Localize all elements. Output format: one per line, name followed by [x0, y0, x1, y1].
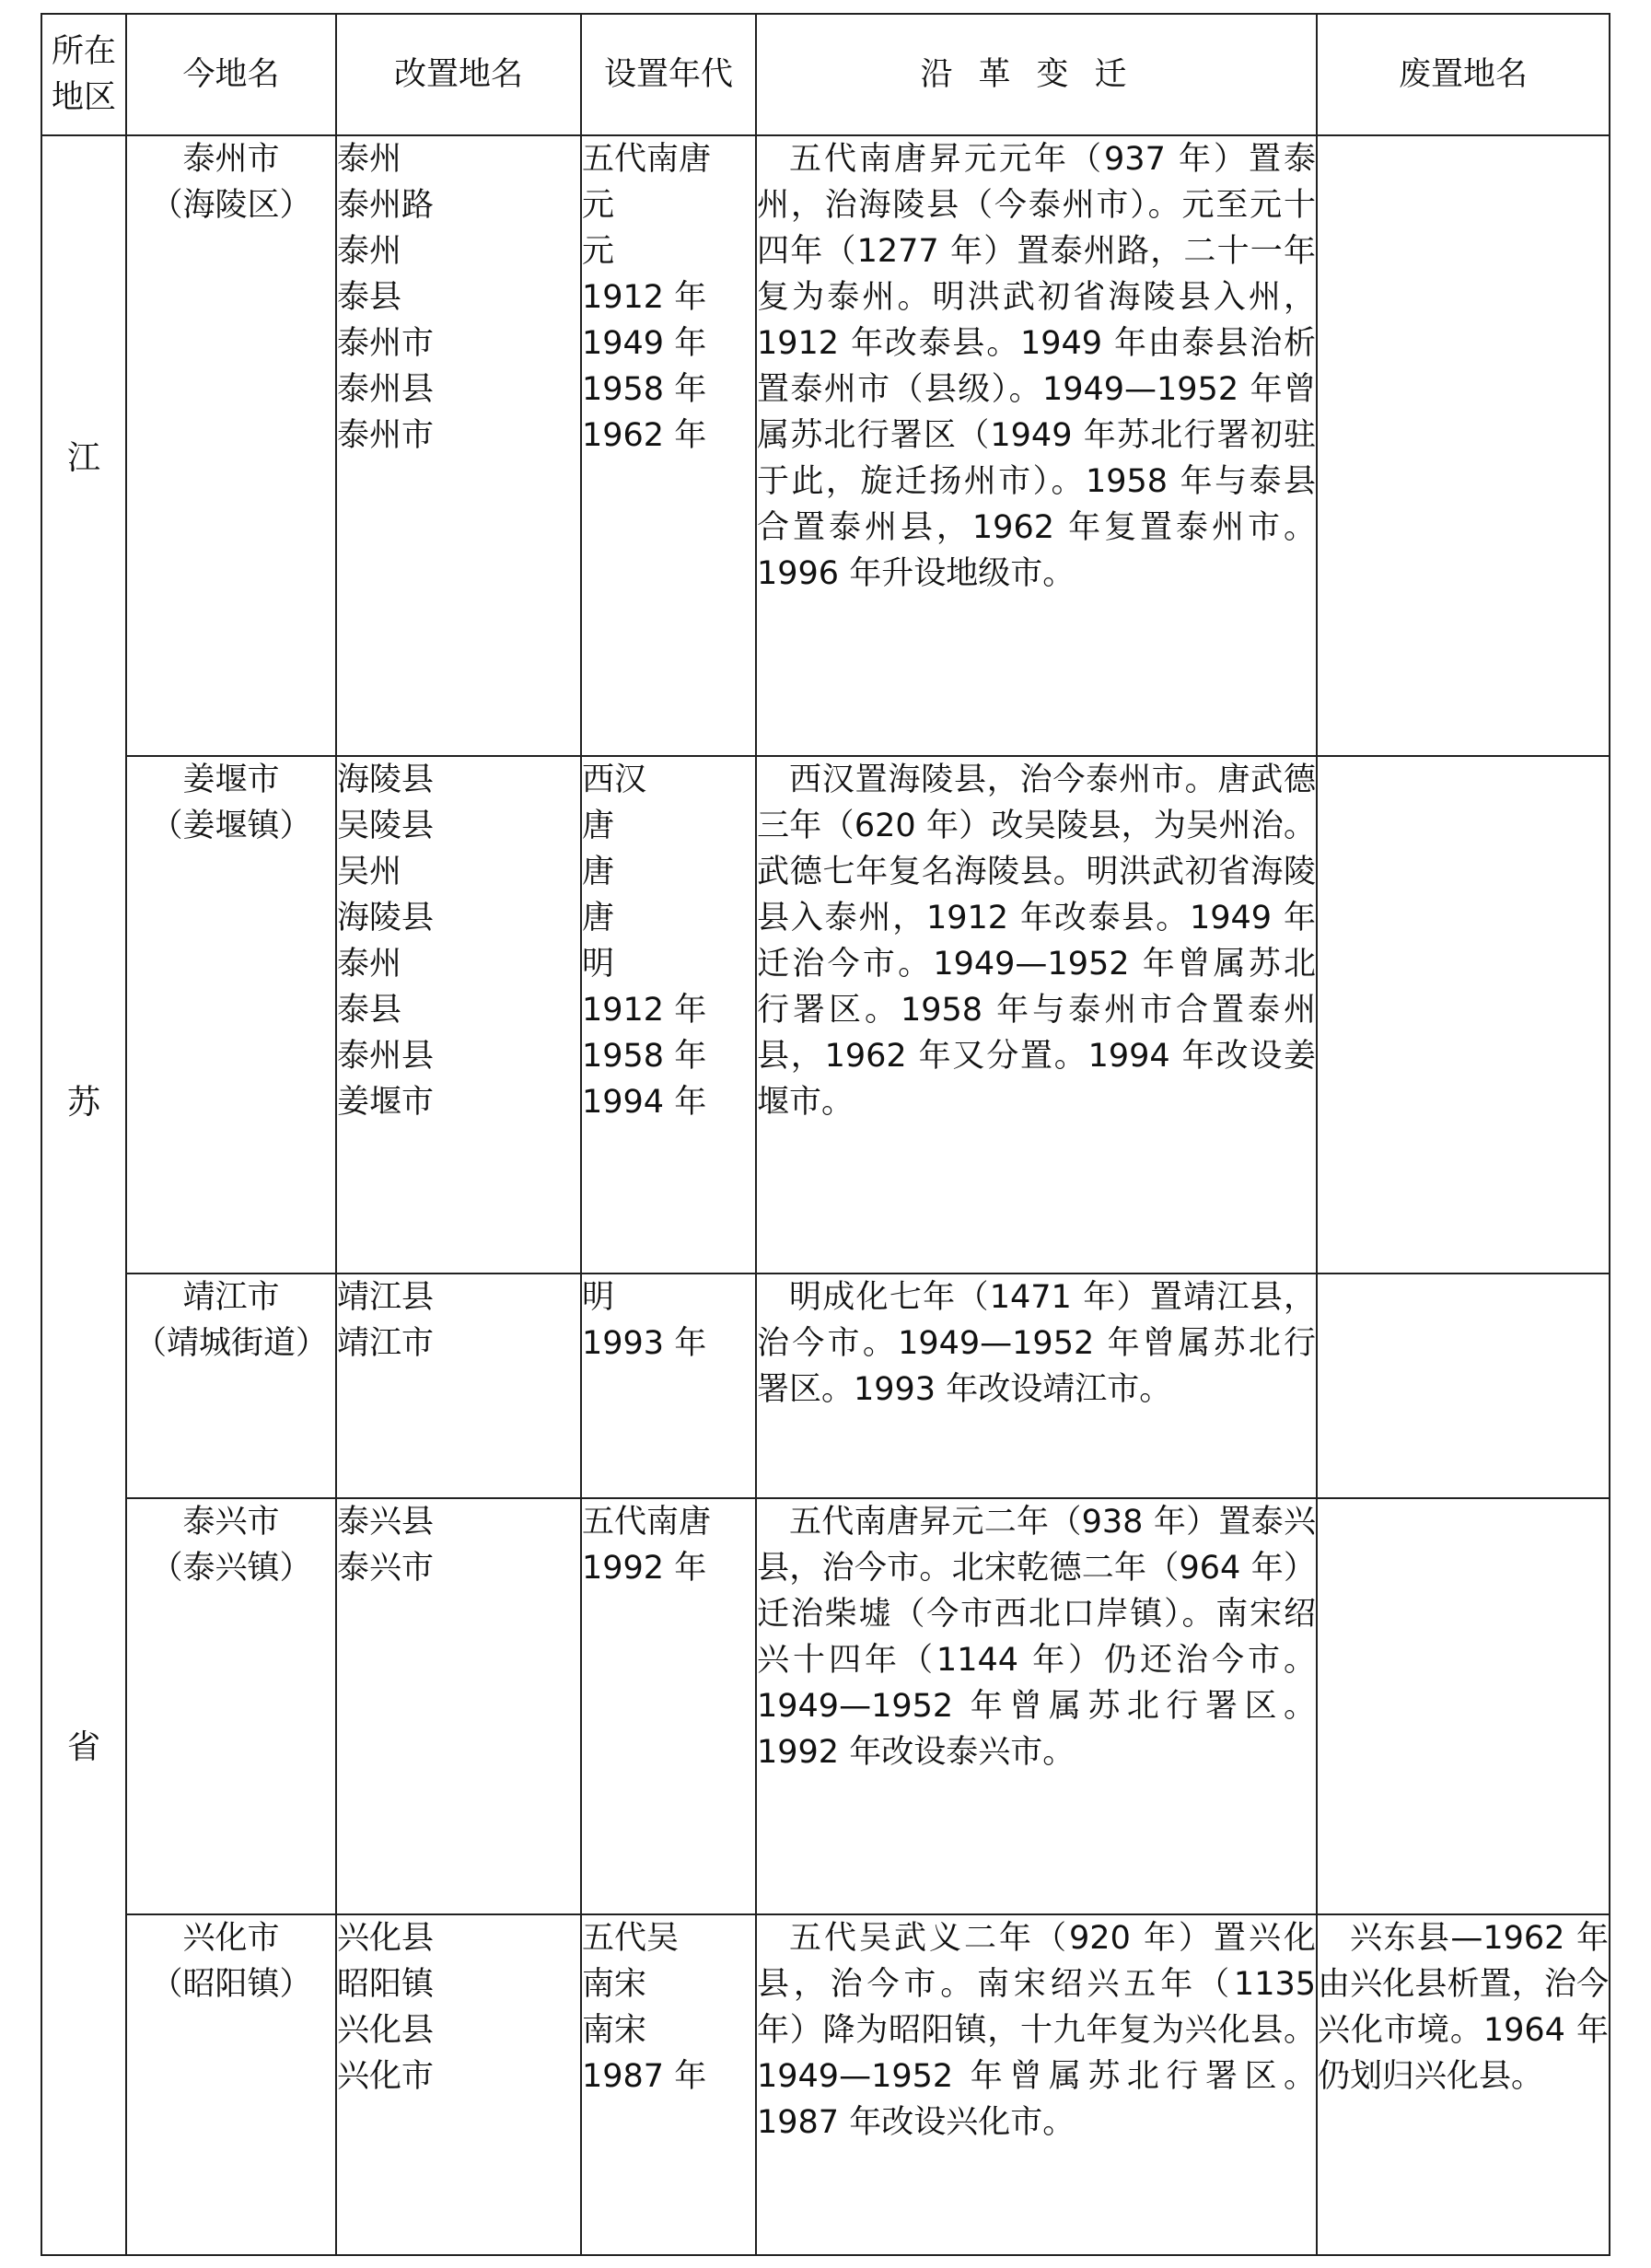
year: 1958 年: [582, 371, 707, 408]
current-name: 兴化市: [182, 1920, 280, 1957]
header-years: 设置年代: [581, 14, 756, 135]
changed-name: 泰州路: [337, 187, 435, 224]
region-cell: [41, 135, 126, 2255]
changed-names-cell: [336, 1274, 581, 1498]
changed-name: 兴化县: [337, 2012, 435, 2049]
table-row: [41, 1274, 1610, 1498]
current-name: 姜堰市: [182, 762, 280, 798]
year: 1949 年: [582, 325, 707, 362]
changed-name: 泰州: [337, 141, 402, 178]
year: 西汉: [582, 762, 647, 798]
header-history: 沿革变迁: [756, 14, 1317, 135]
seat-name: （泰兴镇）: [150, 1550, 312, 1587]
year: 南宋: [582, 1966, 647, 2003]
region-char: 江: [66, 439, 100, 477]
current-name: 泰州市: [182, 141, 280, 178]
year: 1912 年: [582, 279, 707, 316]
table-row: [41, 756, 1610, 1274]
region-label: [42, 136, 125, 2070]
seat-name: （姜堰镇）: [150, 808, 312, 844]
changed-name: 兴化县: [337, 1920, 435, 1957]
changed-name: 泰州县: [337, 1038, 435, 1075]
changed-name: 泰县: [337, 279, 402, 316]
current-name-cell: [126, 1914, 336, 2255]
years-cell: [581, 1274, 756, 1498]
year: 五代吴: [582, 1920, 680, 1957]
gazetteer-table: [41, 13, 1610, 2256]
history-text: 五代吴武义二年（920 年）置兴化县，治今市。南宋绍兴五年（1135 年）降为昭阳镇，十九年复为兴化县。1949—1952 年曾属苏北行署区。1987 年改设兴化市。: [757, 1920, 1316, 2141]
changed-name: 靖江县: [337, 1279, 435, 1316]
abolished-text: 兴东县—1962 年由兴化县析置，治今兴化市境。1964 年仍划归兴化县。: [1318, 1920, 1609, 2095]
header-row: [41, 14, 1610, 135]
changed-name: 泰州市: [337, 325, 435, 362]
changed-name: 泰州县: [337, 371, 435, 408]
year: 明: [582, 1279, 615, 1316]
changed-name: 泰兴市: [337, 1550, 435, 1587]
history-text: 明成化七年（1471 年）置靖江县，治今市。1949—1952 年曾属苏北行署区。1993 年改设靖江市。: [757, 1279, 1316, 1408]
year: 1994 年: [582, 1084, 707, 1121]
history-text: 西汉置海陵县，治今泰州市。唐武德三年（620 年）改吴陵县，为吴州治。武德七年复名海陵县。明洪武初省海陵县入泰州，1912 年改泰县。1949 年迁治今市。1949—1952 年曾属苏北行署区。1958 年与泰州市合置泰州县，1962 年又分置。1994 年改设姜堰市。: [757, 762, 1316, 1121]
header-current-name: 今地名: [126, 14, 336, 135]
year: 南宋: [582, 2012, 647, 2049]
header-changed-names: 改置地名: [336, 14, 581, 135]
history-text: 五代南唐昇元元年（937 年）置泰州，治海陵县（今泰州市）。元至元十四年（1277 年）置泰州路，二十一年复为泰州。明洪武初省海陵县入州，1912 年改泰县。1949 年由泰县治析置泰州市（县级）。1949—1952 年曾属苏北行署区（1949 年苏北行署初驻于此，旋迁扬州市）。1958 年与泰县合置泰州县，1962 年复置泰州市。1996 年升设地级市。: [757, 141, 1316, 592]
changed-name: 姜堰市: [337, 1084, 435, 1121]
seat-name: （海陵区）: [150, 187, 312, 224]
years-cell: [581, 1498, 756, 1914]
current-name-cell: [126, 135, 336, 756]
abolished-cell: [1317, 1914, 1610, 2255]
changed-name: 昭阳镇: [337, 1966, 435, 2003]
changed-name: 泰州: [337, 233, 402, 270]
changed-name: 泰兴县: [337, 1504, 435, 1541]
changed-name: 泰州市: [337, 417, 435, 454]
year: 明: [582, 946, 615, 983]
history-cell: [756, 135, 1317, 756]
abolished-cell: [1317, 1498, 1610, 1914]
changed-names-cell: [336, 1914, 581, 2255]
year: 五代南唐: [582, 141, 712, 178]
year: 1987 年: [582, 2058, 707, 2095]
changed-name: 吴州: [337, 854, 402, 890]
year: 元: [582, 233, 615, 270]
abolished-cell: [1317, 1274, 1610, 1498]
current-name-cell: [126, 756, 336, 1274]
table-row: [41, 135, 1610, 756]
changed-name: 靖江市: [337, 1325, 435, 1362]
year: 唐: [582, 900, 615, 936]
region-char: 苏: [66, 1084, 100, 1122]
year: 1962 年: [582, 417, 707, 454]
changed-name: 海陵县: [337, 900, 435, 936]
year: 1958 年: [582, 1038, 707, 1075]
changed-names-cell: [336, 135, 581, 756]
table-row: [41, 1914, 1610, 2255]
year: 1912 年: [582, 992, 707, 1029]
years-cell: [581, 135, 756, 756]
year: 唐: [582, 854, 615, 890]
history-cell: [756, 1914, 1317, 2255]
current-name-cell: [126, 1274, 336, 1498]
years-cell: [581, 756, 756, 1274]
history-cell: [756, 1274, 1317, 1498]
changed-name: 兴化市: [337, 2058, 435, 2095]
changed-name: 泰县: [337, 992, 402, 1029]
table-row: [41, 1498, 1610, 1914]
history-cell: [756, 756, 1317, 1274]
changed-names-cell: [336, 756, 581, 1274]
abolished-cell: [1317, 135, 1610, 756]
history-text: 五代南唐昇元二年（938 年）置泰兴县，治今市。北宋乾德二年（964 年）迁治柴墟（今市西北口岸镇）。南宋绍兴十四年（1144 年）仍还治今市。1949—1952 年曾属苏北行署区。1992 年改设泰兴市。: [757, 1504, 1316, 1771]
year: 元: [582, 187, 615, 224]
year: 唐: [582, 808, 615, 844]
changed-name: 海陵县: [337, 762, 435, 798]
years-cell: [581, 1914, 756, 2255]
region-char: 省: [66, 1728, 100, 1766]
year: 1993 年: [582, 1325, 707, 1362]
header-abolished: 废置地名: [1317, 14, 1610, 135]
seat-name: （靖城街道）: [134, 1325, 328, 1362]
current-name-cell: [126, 1498, 336, 1914]
history-cell: [756, 1498, 1317, 1914]
year: 五代南唐: [582, 1504, 712, 1541]
current-name: 泰兴市: [182, 1504, 280, 1541]
abolished-cell: [1317, 756, 1610, 1274]
header-region: 所在地区: [41, 14, 126, 135]
changed-name: 泰州: [337, 946, 402, 983]
changed-names-cell: [336, 1498, 581, 1914]
current-name: 靖江市: [182, 1279, 280, 1316]
seat-name: （昭阳镇）: [150, 1966, 312, 2003]
year: 1992 年: [582, 1550, 707, 1587]
changed-name: 吴陵县: [337, 808, 435, 844]
